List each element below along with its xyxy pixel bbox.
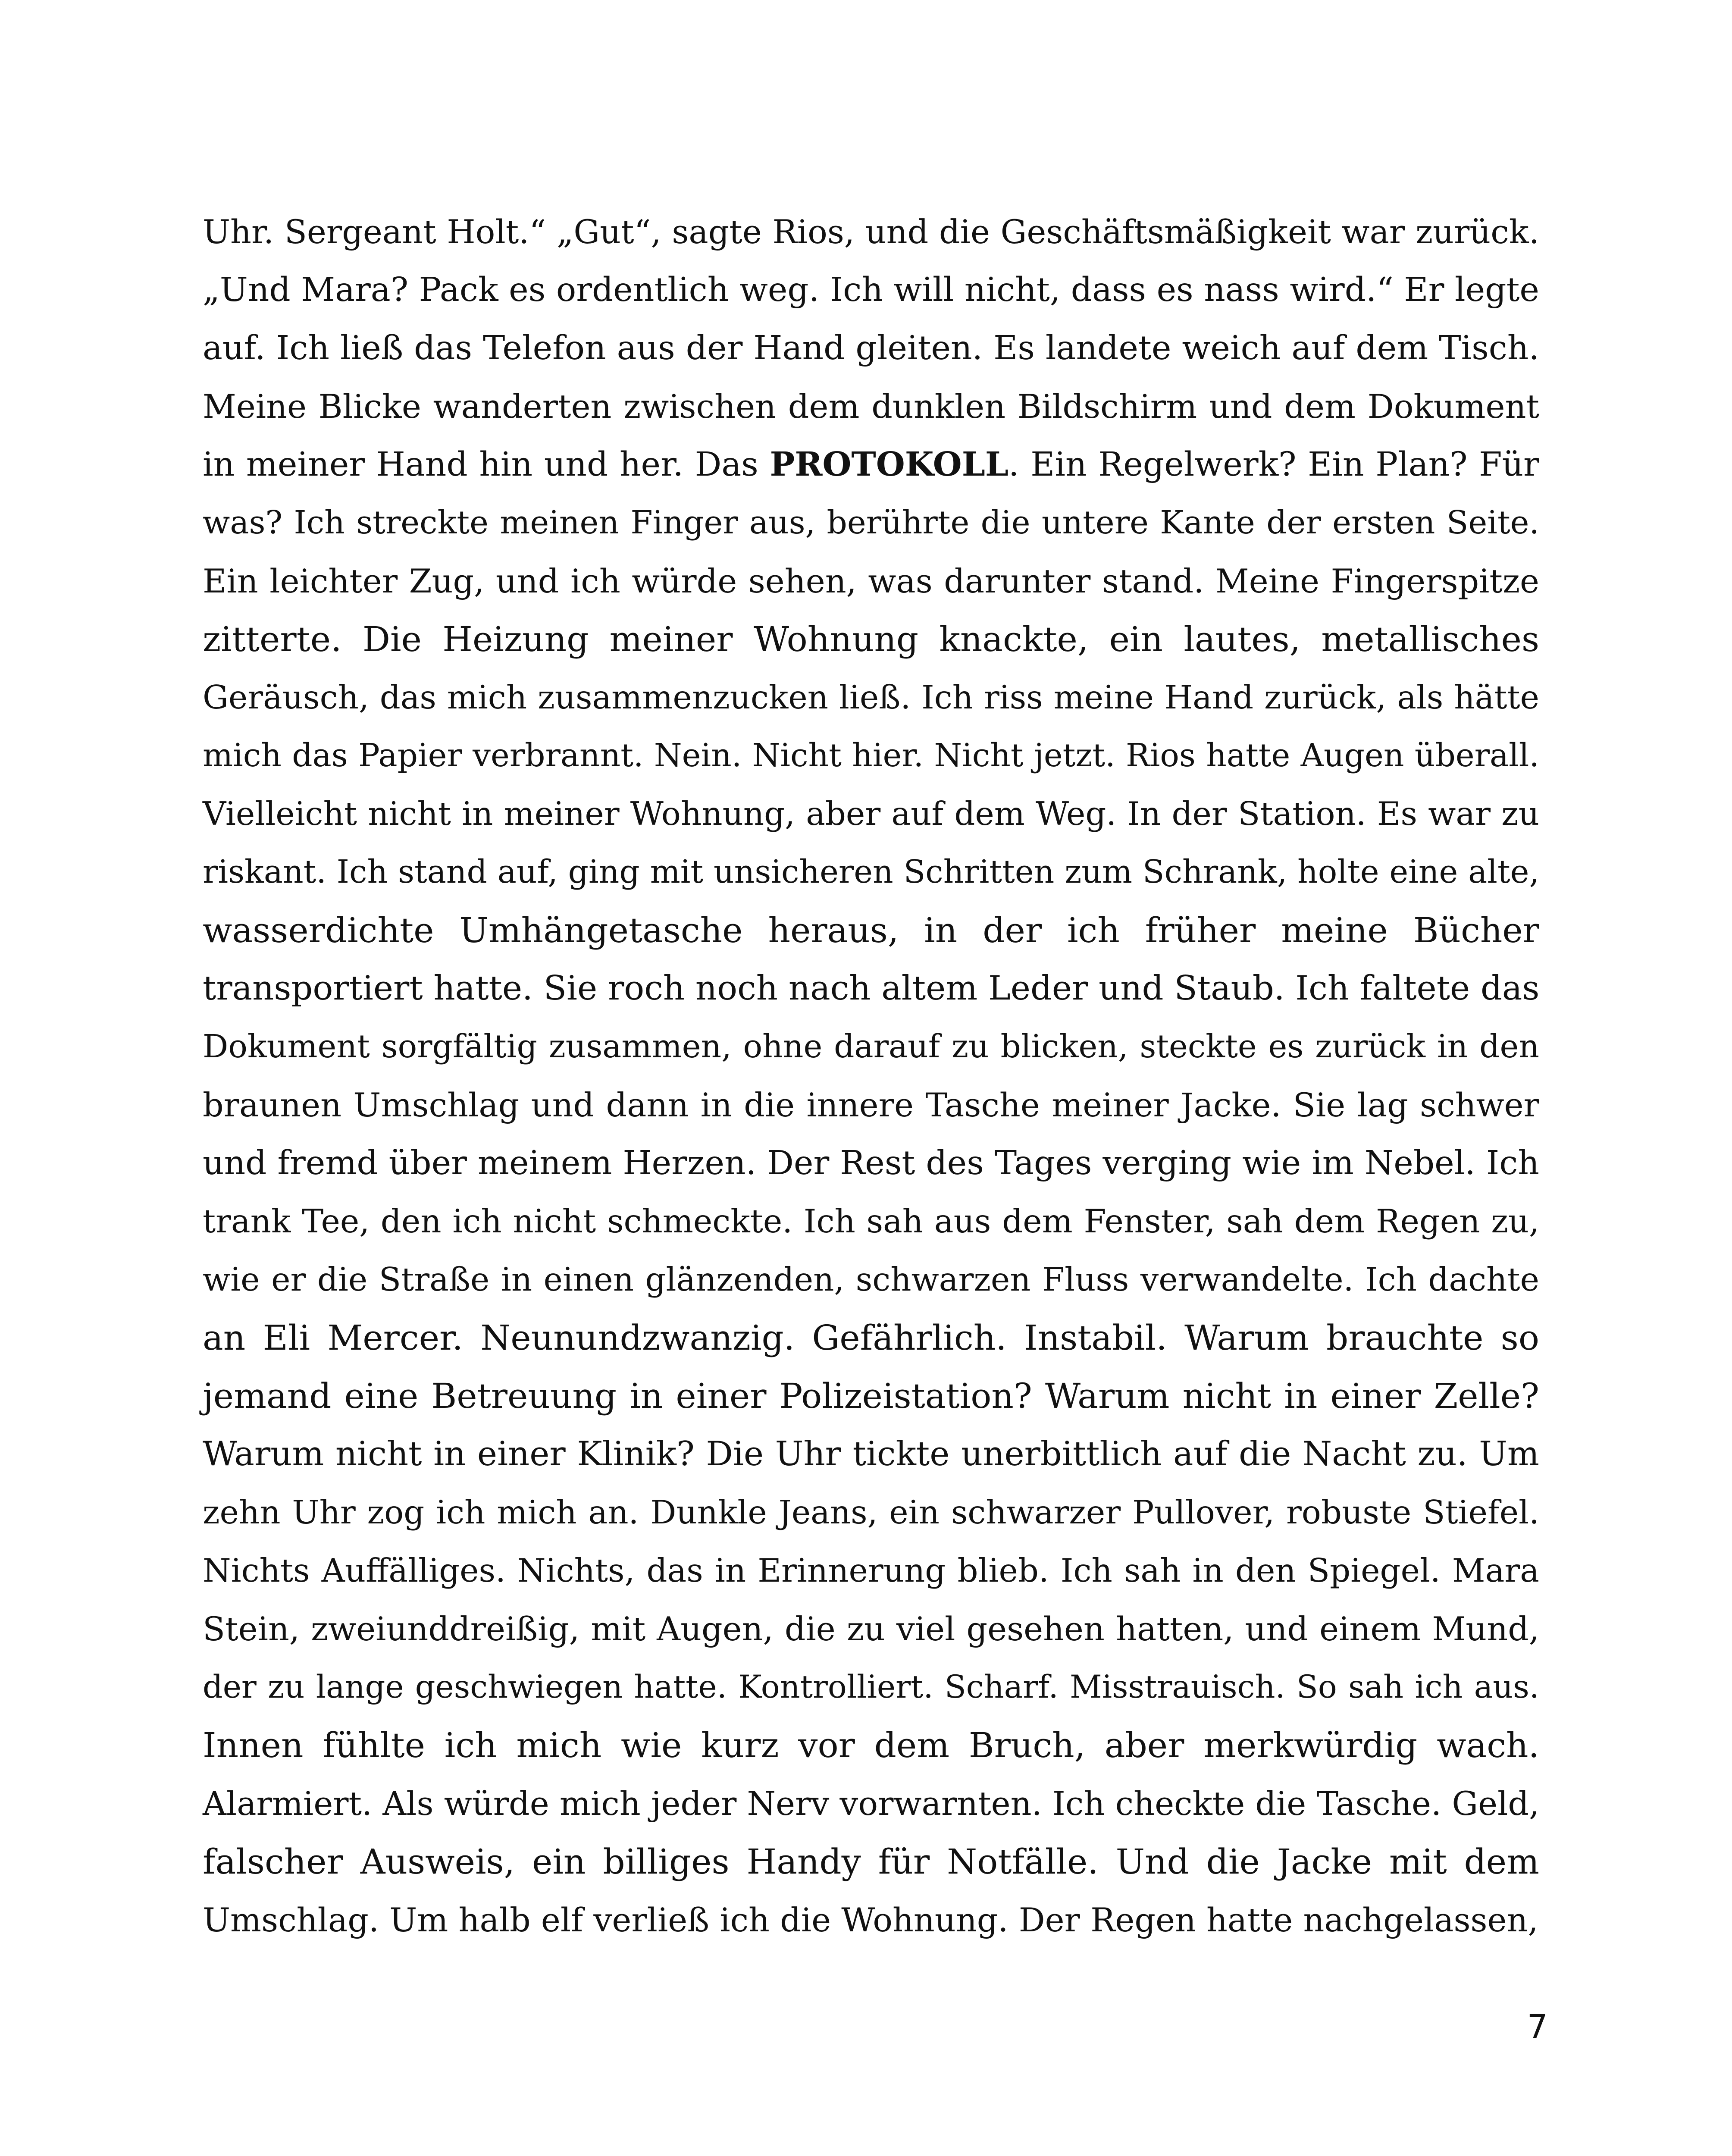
body-text (203, 203, 1539, 1949)
text-line: Innen fühlte ich mich wie kurz vor dem Bruch, aber merkwürdig wach. (203, 1725, 1539, 1765)
text-line: braunen Umschlag und dann in die innere Tasche meiner Jacke. Sie lag schwer (203, 1086, 1539, 1124)
text-line (203, 436, 1539, 494)
text-line: „Und Mara? Pack es ordentlich weg. Ich will nicht, dass es nass wird.“ Er legte (203, 271, 1539, 309)
text-line: transportiert hatte. Sie roch noch nach altem Leder und Staub. Ich faltete das (203, 969, 1540, 1008)
text-line: mich das Papier verbrannt. Nein. Nicht hier. Nicht jetzt. Rios hatte Augen überall. (203, 737, 1539, 774)
text-line: riskant. Ich stand auf, ging mit unsicheren Schritten zum Schrank, holte eine alte, (203, 853, 1539, 890)
text-line: an Eli Mercer. Neunundzwanzig. Gefährlich. Instabil. Warum brauchte so (203, 1318, 1539, 1358)
text-line: Dokument sorgfältig zusammen, ohne darauf zu blicken, steckte es zurück in den (203, 1028, 1539, 1065)
text-line: der zu lange geschwiegen hatte. Kontrolliert. Scharf. Misstrauisch. So sah ich aus. (203, 1669, 1539, 1705)
text-line: Uhr. Sergeant Holt.“ „Gut“, sagte Rios, und die Geschäftsmäßigkeit war zurück. (203, 213, 1539, 251)
text-line: was? Ich streckte meinen Finger aus, berührte die untere Kante der ersten Seite. (203, 504, 1539, 541)
text-line: Vielleicht nicht in meiner Wohnung, aber auf dem Weg. In der Station. Es war zu (203, 795, 1539, 833)
text-segment: in meiner Hand hin und her. Das (203, 445, 770, 484)
text-line: Umschlag. Um halb elf verließ ich die Wohnung. Der Regen hatte nachgelassen, (203, 1901, 1538, 1939)
text-segment: . Ein Regelwerk? Ein Plan? Für (1009, 445, 1539, 484)
text-line: Ein leichter Zug, und ich würde sehen, was darunter stand. Meine Fingerspitze (203, 562, 1539, 600)
text-line: zehn Uhr zog ich mich an. Dunkle Jeans, ein schwarzer Pullover, robuste Stiefel. (203, 1493, 1539, 1531)
page-number: 7 (1527, 2007, 1548, 2046)
text-line: Meine Blicke wanderten zwischen dem dunklen Bildschirm und dem Dokument (203, 387, 1539, 426)
text-line: Nichts Auffälliges. Nichts, das in Erinnerung blieb. Ich sah in den Spiegel. Mara (203, 1551, 1539, 1589)
text-line: jemand eine Betreuung in einer Polizeistation? Warum nicht in einer Zelle? (203, 1376, 1539, 1416)
text-line: wasserdichte Umhängetasche heraus, in der ich früher meine Bücher (203, 910, 1539, 950)
text-line: falscher Ausweis, ein billiges Handy für Notfälle. Und die Jacke mit dem (203, 1842, 1539, 1882)
text-line: trank Tee, den ich nicht schmeckte. Ich sah aus dem Fenster, sah dem Regen zu, (203, 1202, 1539, 1240)
text-line: Geräusch, das mich zusammenzucken ließ. Ich riss meine Hand zurück, als hätte (203, 678, 1539, 716)
text-line: zitterte. Die Heizung meiner Wohnung knackte, ein lautes, metallisches (203, 619, 1539, 659)
text-line: und fremd über meinem Herzen. Der Rest des Tages verging wie im Nebel. Ich (203, 1144, 1539, 1182)
text-line: Alarmiert. Als würde mich jeder Nerv vorwarnten. Ich checkte die Tasche. Geld, (203, 1784, 1540, 1823)
text-line: auf. Ich ließ das Telefon aus der Hand gleiten. Es landete weich auf dem Tisch. (203, 329, 1539, 367)
text-line: Stein, zweiunddreißig, mit Augen, die zu viel gesehen hatten, und einem Mund, (203, 1610, 1539, 1648)
text-line: wie er die Straße in einen glänzenden, schwarzen Fluss verwandelte. Ich dachte (203, 1260, 1539, 1298)
protokoll-bold-word: PROTOKOLL (770, 445, 1009, 484)
text-line: Warum nicht in einer Klinik? Die Uhr tickte unerbittlich auf die Nacht zu. Um (203, 1435, 1539, 1473)
